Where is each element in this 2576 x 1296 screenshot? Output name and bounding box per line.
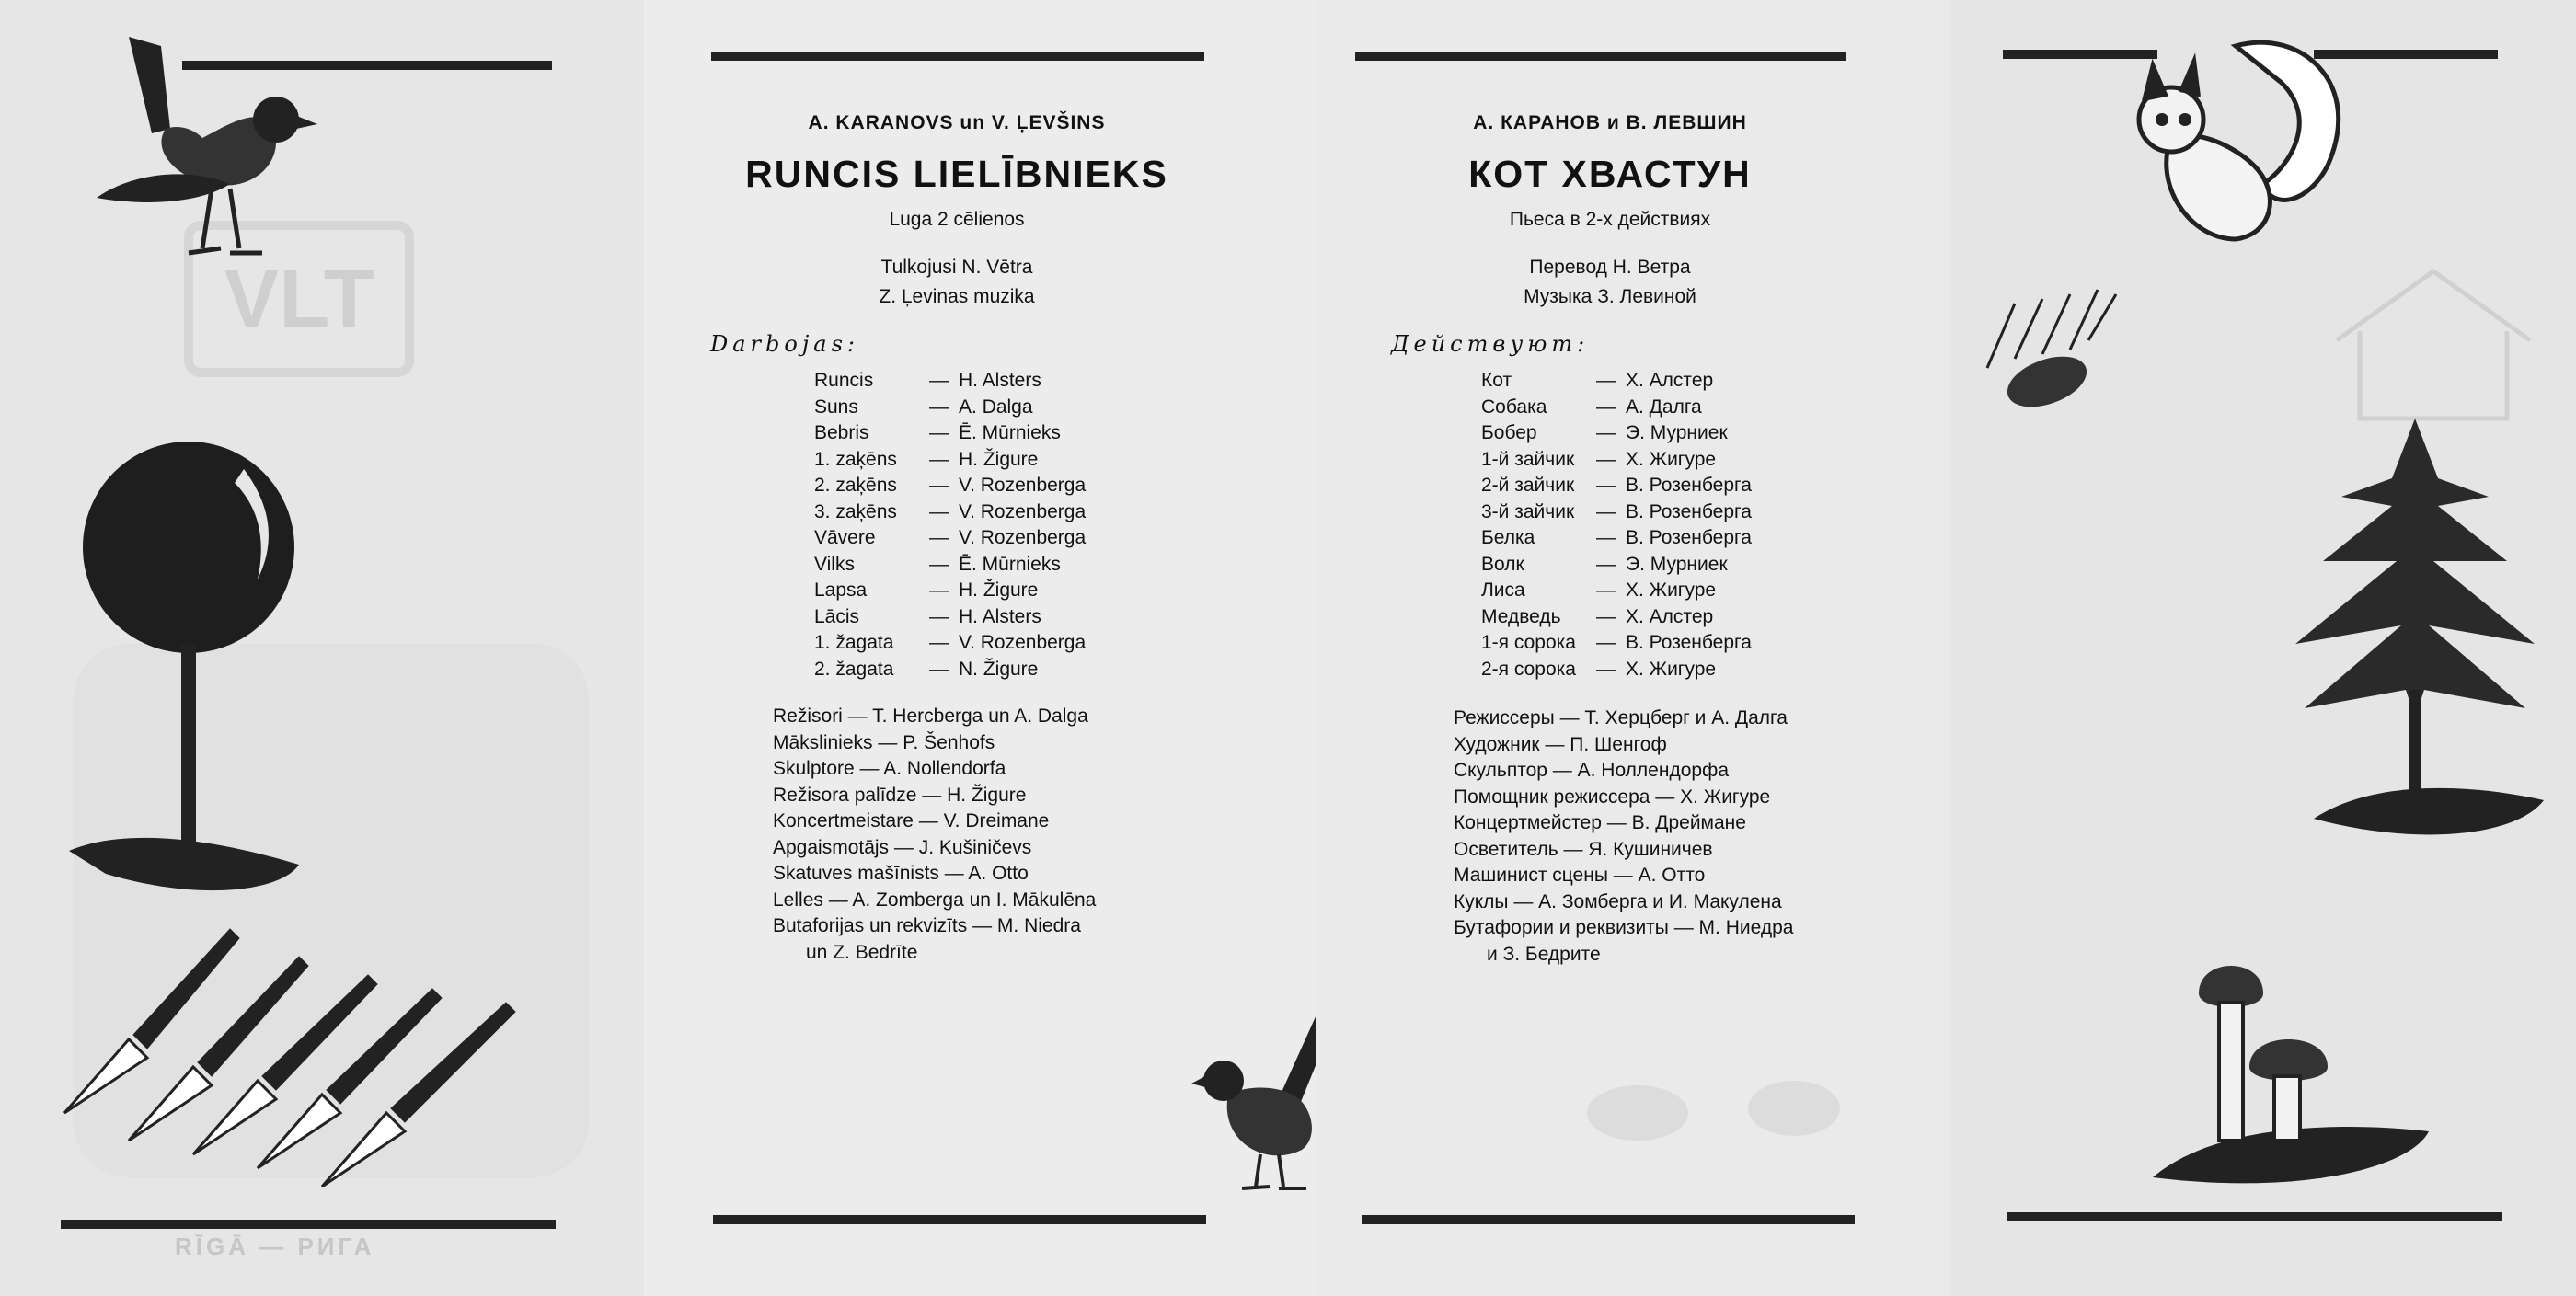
cast-dash: — bbox=[929, 579, 949, 601]
cast-dash: — bbox=[1596, 396, 1616, 418]
cast-row bbox=[1481, 630, 1752, 657]
cast-list bbox=[814, 368, 1086, 682]
cast-dash: — bbox=[929, 658, 949, 680]
crew-list bbox=[773, 704, 1096, 966]
cast-row bbox=[1481, 552, 1752, 579]
credits bbox=[681, 253, 1233, 312]
crew-line: Režisori — T. Hercberga un A. Dalga bbox=[773, 705, 1088, 727]
cast-row bbox=[814, 630, 1086, 657]
cast-actor: V. Rozenberga bbox=[959, 632, 1087, 653]
play-subtitle: Пьеса в 2-х действиях bbox=[1509, 209, 1711, 230]
cast-role: Волк bbox=[1481, 553, 1524, 575]
cast-dash: — bbox=[1596, 605, 1616, 627]
cast-role: Suns bbox=[814, 396, 858, 418]
cast-row bbox=[814, 499, 1086, 526]
cast-row bbox=[1481, 499, 1752, 526]
cast-row bbox=[1481, 447, 1752, 474]
crew-line: Бутафории и реквизиты — М. Ниедра bbox=[1454, 917, 1794, 938]
crew-line: Skulptore — A. Nollendorfa bbox=[773, 758, 1006, 779]
cast-heading: Darbojas: bbox=[710, 331, 859, 357]
cast-role: Vilks bbox=[814, 553, 855, 575]
cast-row bbox=[814, 525, 1086, 552]
composer: Z. Ļevinas muzika bbox=[879, 286, 1035, 307]
cast-role: Runcis bbox=[814, 370, 874, 391]
round-tree-illustration bbox=[69, 432, 308, 911]
cast-dash: — bbox=[929, 396, 949, 418]
authors: A. KARANOVS un V. ĻEVŠINS bbox=[808, 112, 1106, 133]
cast-role: 1. zaķēns bbox=[814, 448, 897, 470]
cast-actor: Х. Жигуре bbox=[1626, 448, 1717, 470]
cast-role: 1. žagata bbox=[814, 632, 894, 653]
cast-role: 3-й зайчик bbox=[1481, 500, 1575, 522]
cast-role: Lācis bbox=[814, 605, 860, 627]
cast-dash: — bbox=[1596, 422, 1616, 443]
cast-dash: — bbox=[1596, 632, 1616, 653]
cast-role: Медведь bbox=[1481, 605, 1561, 627]
composer: Музыка З. Левиной bbox=[1524, 286, 1696, 307]
cast-row bbox=[814, 657, 1086, 683]
translator: Tulkojusi N. Vētra bbox=[880, 257, 1033, 278]
cast-row bbox=[1481, 420, 1752, 447]
cast-row bbox=[1481, 578, 1752, 604]
cast-actor: Ē. Mūrnieks bbox=[959, 422, 1061, 443]
cast-dash: — bbox=[929, 605, 949, 627]
bottom-rule bbox=[2007, 1212, 2502, 1221]
cast-dash: — bbox=[1596, 658, 1616, 680]
latvian-program-panel bbox=[644, 0, 1316, 1296]
top-rule bbox=[711, 52, 1204, 61]
cast-actor: Х. Жигуре bbox=[1626, 579, 1717, 601]
cast-role: 2. žagata bbox=[814, 658, 894, 680]
cast-row bbox=[814, 447, 1086, 474]
cast-actor: H. Alsters bbox=[959, 605, 1041, 627]
faint-leaves-illustration bbox=[1582, 1058, 1858, 1159]
crew-line: Режиссеры — Т. Херцберг и А. Далга bbox=[1454, 707, 1788, 728]
cast-actor: В. Розенберга bbox=[1626, 632, 1752, 653]
cast-dash: — bbox=[929, 370, 949, 391]
magpie-illustration bbox=[92, 28, 322, 267]
cast-row bbox=[814, 420, 1086, 447]
carrots-illustration bbox=[55, 911, 552, 1205]
authors: А. КАРАНОВ и В. ЛЕВШИН bbox=[1473, 112, 1747, 133]
bottom-rule bbox=[61, 1220, 556, 1229]
crew-line: Režisora palīdze — H. Žigure bbox=[773, 784, 1027, 806]
cast-dash: — bbox=[1596, 448, 1616, 470]
cast-list bbox=[1481, 368, 1752, 682]
cast-actor: V. Rozenberga bbox=[959, 500, 1087, 522]
cast-role: 2-я сорока bbox=[1481, 658, 1576, 680]
cast-actor: Ē. Mūrnieks bbox=[959, 553, 1061, 575]
cast-dash: — bbox=[1596, 370, 1616, 391]
cast-actor: В. Розенберга bbox=[1626, 500, 1752, 522]
cast-role: Кот bbox=[1481, 370, 1512, 391]
latvian-header bbox=[681, 112, 1233, 312]
cast-actor: Э. Мурниек bbox=[1626, 553, 1728, 575]
cast-row bbox=[814, 395, 1086, 421]
crew-line: Художник — П. Шенгоф bbox=[1454, 733, 1667, 755]
crew-line: Skatuves mašīnists — A. Otto bbox=[773, 863, 1029, 884]
cast-row bbox=[1481, 368, 1752, 395]
ghost-logo: VLT bbox=[184, 221, 414, 377]
crew-line: Koncertmeistare — V. Dreimane bbox=[773, 810, 1050, 832]
play-title: КОТ ХВАСТУН bbox=[1468, 153, 1752, 195]
crew-line: Apgaismotājs — J. Kušiničevs bbox=[773, 836, 1032, 858]
cast-actor: Х. Алстер bbox=[1626, 370, 1714, 391]
cast-dash: — bbox=[929, 500, 949, 522]
translator: Перевод Н. Ветра bbox=[1529, 257, 1691, 278]
cast-dash: — bbox=[1596, 553, 1616, 575]
cast-dash: — bbox=[1596, 579, 1616, 601]
cast-row bbox=[1481, 473, 1752, 499]
cast-row bbox=[814, 473, 1086, 499]
bottom-rule bbox=[1362, 1215, 1855, 1224]
cast-role: 2. zaķēns bbox=[814, 475, 897, 496]
cast-row bbox=[814, 552, 1086, 579]
crew-line: Lelles — A. Zomberga un I. Mākulēna bbox=[773, 889, 1097, 911]
cast-dash: — bbox=[929, 632, 949, 653]
cast-dash: — bbox=[1596, 475, 1616, 496]
cast-role: 3. zaķēns bbox=[814, 500, 897, 522]
cast-row bbox=[814, 604, 1086, 631]
cast-actor: A. Dalga bbox=[959, 396, 1033, 418]
cast-row bbox=[1481, 657, 1752, 683]
front-illustration-panel bbox=[1950, 0, 2576, 1296]
crew-line-continued: и З. Бедрите bbox=[1487, 943, 1601, 965]
crew-line: Mākslinieks — P. Šenhofs bbox=[773, 731, 995, 753]
cast-actor: В. Розенберга bbox=[1626, 527, 1752, 548]
cast-dash: — bbox=[1596, 527, 1616, 548]
cast-role: Bebris bbox=[814, 422, 869, 443]
cast-role: 1-й зайчик bbox=[1481, 448, 1575, 470]
crew-line: Помощник режиссера — Х. Жигуре bbox=[1454, 786, 1771, 808]
cast-role: Белка bbox=[1481, 527, 1535, 548]
cast-actor: H. Žigure bbox=[959, 579, 1039, 601]
crew-line: Машинист сцены — А. Отто bbox=[1454, 865, 1706, 886]
cast-row bbox=[814, 578, 1086, 604]
cast-actor: N. Žigure bbox=[959, 658, 1039, 680]
cast-actor: V. Rozenberga bbox=[959, 475, 1087, 496]
cast-actor: H. Alsters bbox=[959, 370, 1041, 391]
cast-role: Vāvere bbox=[814, 527, 876, 548]
cast-actor: В. Розенберга bbox=[1626, 475, 1752, 496]
pinecone-illustration bbox=[1978, 285, 2153, 414]
squirrel-illustration bbox=[2134, 28, 2355, 267]
cast-dash: — bbox=[929, 422, 949, 443]
cast-role: Бобер bbox=[1481, 422, 1537, 443]
crew-line-continued: un Z. Bedrīte bbox=[806, 941, 918, 963]
cast-role: Собака bbox=[1481, 396, 1547, 418]
cast-role: 1-я сорока bbox=[1481, 632, 1576, 653]
cast-actor: А. Далга bbox=[1626, 396, 1702, 418]
russian-header bbox=[1316, 112, 1904, 312]
crew-line: Концертмейстер — В. Дреймане bbox=[1454, 812, 1746, 833]
cast-dash: — bbox=[929, 527, 949, 548]
cast-actor: Э. Мурниек bbox=[1626, 422, 1728, 443]
ghost-city-label: RĪGĀ — РИГА bbox=[175, 1233, 375, 1260]
cast-actor: V. Rozenberga bbox=[959, 527, 1087, 548]
cast-dash: — bbox=[1596, 500, 1616, 522]
cast-dash: — bbox=[929, 448, 949, 470]
cast-role: Лиса bbox=[1481, 579, 1525, 601]
credits bbox=[1316, 253, 1904, 312]
cast-dash: — bbox=[929, 553, 949, 575]
cast-row bbox=[1481, 604, 1752, 631]
crew-list bbox=[1454, 705, 1793, 968]
fir-tree-illustration bbox=[2277, 414, 2553, 855]
cast-heading: Действуют: bbox=[1391, 331, 1590, 357]
crew-line: Куклы — А. Зомберга и И. Макулена bbox=[1454, 890, 1782, 912]
mushrooms-illustration bbox=[2134, 938, 2438, 1205]
crew-line: Скульптор — А. Ноллендорфа bbox=[1454, 760, 1730, 781]
cast-actor: H. Žigure bbox=[959, 448, 1039, 470]
cast-dash: — bbox=[929, 475, 949, 496]
cast-actor: Х. Жигуре bbox=[1626, 658, 1717, 680]
play-subtitle: Luga 2 cēlienos bbox=[889, 209, 1025, 230]
cast-row bbox=[814, 368, 1086, 395]
top-rule bbox=[1355, 52, 1846, 61]
play-title: RUNCIS LIELĪBNIEKS bbox=[745, 153, 1168, 195]
bottom-rule bbox=[713, 1215, 1206, 1224]
cast-row bbox=[1481, 525, 1752, 552]
cast-role: 2-й зайчик bbox=[1481, 475, 1575, 496]
cast-actor: Х. Алстер bbox=[1626, 605, 1714, 627]
back-cover-panel bbox=[0, 0, 644, 1296]
crew-line: Butaforijas un rekvizīts — M. Niedra bbox=[773, 915, 1081, 936]
cast-row bbox=[1481, 395, 1752, 421]
cast-role: Lapsa bbox=[814, 579, 868, 601]
russian-program-panel bbox=[1316, 0, 1950, 1296]
crew-line: Осветитель — Я. Кушиничев bbox=[1454, 838, 1713, 860]
faint-house-illustration bbox=[2328, 267, 2539, 423]
